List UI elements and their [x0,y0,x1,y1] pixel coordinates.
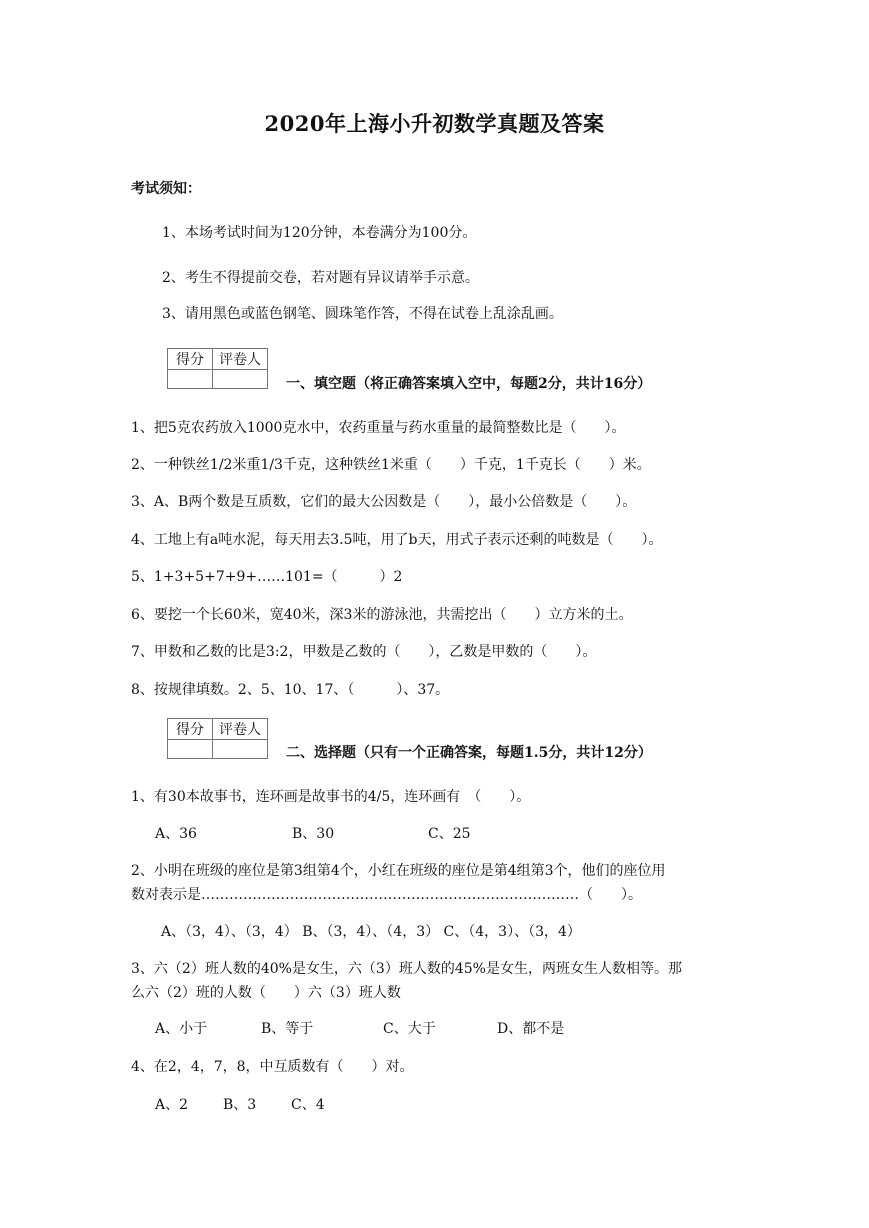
mc-question-3: 3、六（2）班人数的40%是女生，六（3）班人数的45%是女生，两班女生人数相等。那 [131,961,682,977]
mc-option: A、小于 [155,1021,208,1037]
notice-item: 1、本场考试时间为120分钟，本卷满分为100分。 [162,225,477,241]
question-6: 6、要挖一个长60米，宽40米，深3米的游泳池，共需挖出（ ）立方米的土。 [131,607,633,623]
section1-title: 一、填空题（将正确答案填入空中，每题2分，共计16分） [286,376,652,392]
question-5: 5、1+3+5+7+9+……101=（ ）2 [131,569,403,585]
score-box [167,718,268,759]
score-label: 得分 [168,719,213,740]
score-cell [168,740,213,759]
question-2: 2、一种铁丝1/2米重1/3千克，这种铁丝1米重（ ）千克，1千克长（ ）米。 [131,457,651,473]
question-3: 3、A、B两个数是互质数，它们的最大公因数是（ ），最小公倍数是（ ）。 [131,494,637,510]
mc-option: A、2 [155,1097,189,1113]
mc-question-1: 1、有30本故事书，连环画是故事书的4/5，连环画有 （ ）。 [131,789,531,805]
question-1: 1、把5克农药放入1000克水中，农药重量与药水重量的最简整数比是（ ）。 [131,420,626,436]
notice-heading: 考试须知： [131,181,201,197]
page-title: 2020年上海小升初数学真题及答案 [264,111,605,136]
mc-option: B、3 [223,1097,257,1113]
question-4: 4、工地上有a吨水泥，每天用去3.5吨，用了b天，用式子表示还剩的吨数是（ ）。 [131,532,663,548]
grader-cell [213,740,268,759]
question-8: 8、按规律填数。2、5、10、17、（ ）、37。 [131,682,450,698]
mc-options: A、（3，4）、（3，4） B、（3，4）、（4，3） C、（4，3）、（3，4） [161,924,581,940]
mc-question-3-cont: 么六（2）班的人数（ ）六（3）班人数 [131,985,401,1001]
mc-option: C、25 [428,826,471,842]
score-box [167,348,268,389]
score-label: 得分 [168,349,213,370]
mc-option: B、30 [292,826,335,842]
grader-label: 评卷人 [213,349,268,370]
mc-question-2: 2、小明在班级的座位是第3组第4个，小红在班级的座位是第4组第3个，他们的座位用 [131,863,666,879]
score-cell [168,370,213,389]
grader-cell [213,370,268,389]
mc-question-2-cont: 数对表示是………………………………………………………………………（ ）。 [131,887,642,903]
grader-label: 评卷人 [213,719,268,740]
notice-item: 2、考生不得提前交卷，若对题有异议请举手示意。 [162,270,479,286]
question-7: 7、甲数和乙数的比是3:2，甲数是乙数的（ ），乙数是甲数的（ ）。 [131,644,597,660]
mc-option: B、等于 [261,1021,314,1037]
mc-question-4: 4、在2，4，7，8，中互质数有（ ）对。 [131,1059,414,1075]
mc-option: A、36 [155,826,197,842]
section2-title: 二、选择题（只有一个正确答案，每题1.5分，共计12分） [286,745,652,761]
mc-option: D、都不是 [497,1021,565,1037]
mc-option: C、大于 [383,1021,436,1037]
mc-option: C、4 [291,1097,325,1113]
notice-item: 3、请用黑色或蓝色钢笔、圆珠笔作答，不得在试卷上乱涂乱画。 [162,306,563,322]
